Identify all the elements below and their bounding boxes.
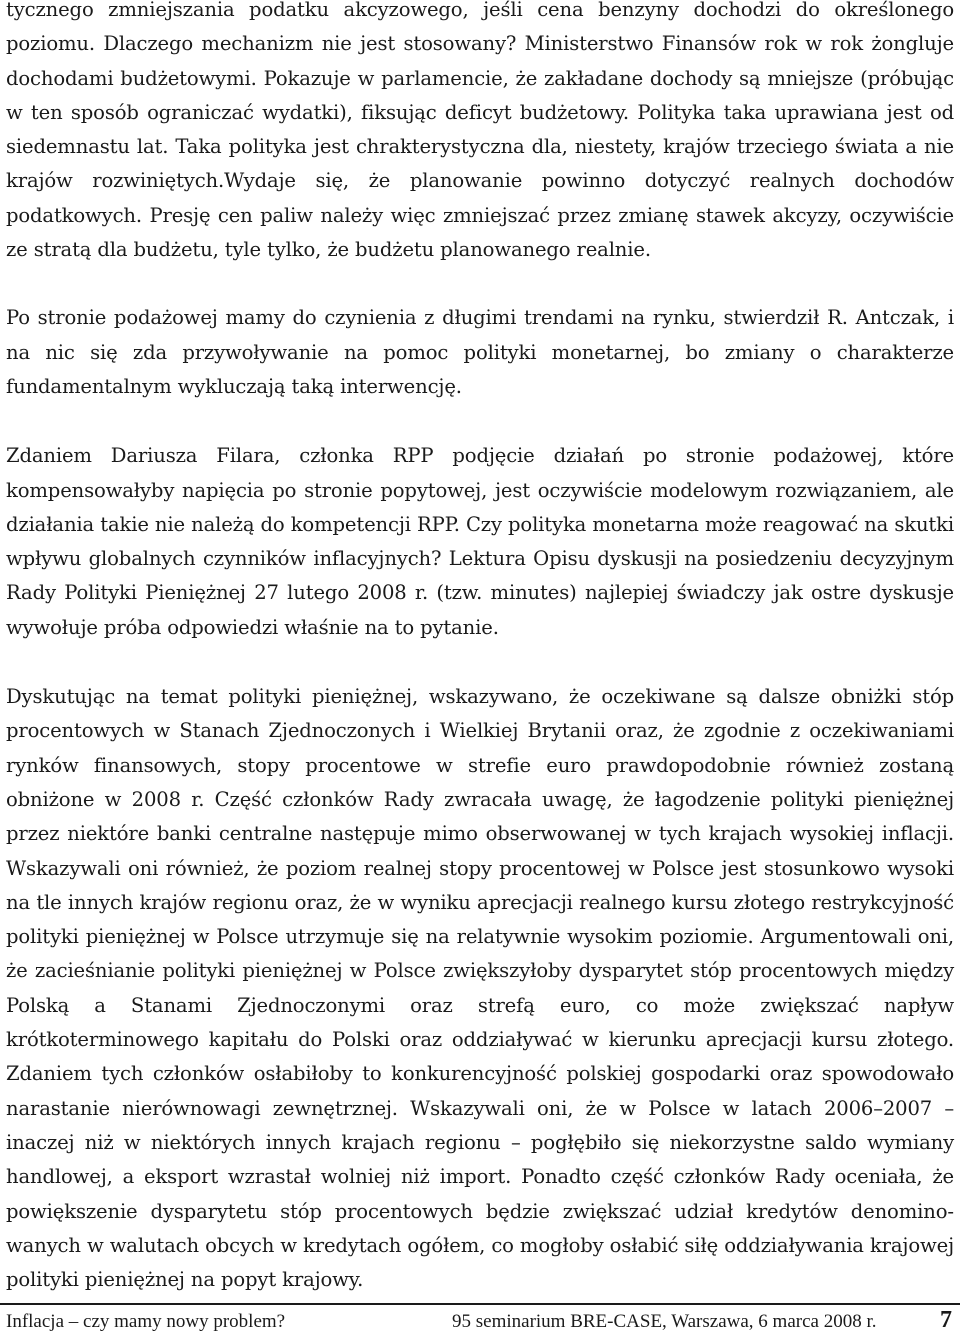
- paragraph-filar-opinion: Zdaniem Dariusza Filara, członka RPP podjęcie działań po stronie podażowej, które kompensowałyby napięcia po stronie popytowej, jest oczywiście modelowym rozwiązaniem, ale działania takie nie należą do kompetencji RPP. Czy polityka monetarna może reagować na skutki wpływu globalnych czynników inflacyjnych? Lektura Opisu dyskusji na posiedzeniu decyzyjnym Rady Polityki Pieniężnej 27 lutego 2008 r. (tzw. minutes) najlepiej świadczy jak ostre dyskusje wywołuje próba odpowiedzi właśnie na to pytanie.: [6, 444, 954, 639]
- page-number: 7: [940, 1307, 952, 1333]
- paragraph-monetary-policy-discussion: Dyskutując na temat polityki pieniężnej, wskazywano, że oczekiwane są dalsze obniżki stóp procentowych w Stanach Zjednoczonych i Wielkiej Brytanii oraz, że zgodnie z oczekiwaniami rynków finansowych, stopy procentowe w strefie euro prawdopodobnie również zostaną obniżone w 2008 r. Część członków Rady zwracała uwagę, że łagodzenie polityki pieniężnej przez niektóre banki centralne następuje mimo obserwowanej w tych krajach wysokiej inflacji. Wskazywali oni również, że poziom realnej stopy procentowej w Polsce jest stosunkowo wysoki na tle innych krajów regionu oraz, że w wyniku aprecjacji realnego kursu złotego restrykcyjność polityki pieniężnej w Polsce utrzymuje się na relatywnie wysokim poziomie. Argumentowali oni, że zacieśnianie polityki pieniężnej w Polsce zwiększyłoby dysparytet stóp procentowych między Polską a Stanami Zjednoczonymi oraz strefą euro, co może zwiększać napływ krótkoterminowego kapitału do Polski oraz oddziaływać w kierunku aprecjacji kursu złotego. Zdaniem tych członków osłabiłoby to konkurencyjność polskiej gospodarki oraz spowodowało narastanie nierównowagi zewnętrznej. Wskazywali oni, że w Polsce w latach 2006–2007 – inaczej niż w niektórych innych krajach regionu – pogłębiło się niekorzystne saldo wymiany handlowej, a eksport wzrastał wolniej niż import. Ponadto część członków Rady oceniała, że powiększenie dysparytetu stóp procentowych będzie zwiększać udział kredytów denominowanych w walutach obcych w kredytach ogółem, co mogłoby osłabić siłę oddziaływania krajowej polityki pieniężnej na popyt krajowy.: [6, 685, 954, 1292]
- footer-publication-title: Inflacja – czy mamy nowy problem?: [6, 1311, 286, 1332]
- paragraph-excise-tax: tycznego zmniejszania podatku akcyzowego, jeśli cena benzyny dochodzi do określonego poziomu. Dlaczego mechanizm nie jest stosowany? Ministerstwo Finansów rok w rok żongluje dochodami budżetowymi. Pokazuje w parlamencie, że zakładane dochody są mniejsze (próbując w ten sposób ograniczać wydatki), fiksując deficyt budżetowy. Polityka taka uprawiana jest od siedemnastu lat. Taka polityka jest chrakterystyczna dla, niestety, krajów trzeciego świata a nie krajów rozwiniętych.Wydaje się, że planowanie powinno dotyczyć realnych dochodów podatkowych. Presję cen paliw należy więc zmniejszać przez zmianę stawek akcyzy, oczywiście ze stratą dla budżetu, tyle tylko, że budżetu planowanego realnie.: [6, 0, 954, 262]
- document-body: [6, 0, 954, 1297]
- footer-divider: [0, 1303, 960, 1305]
- footer-event-info: 95 seminarium BRE-CASE, Warszawa, 6 marca 2008 r.: [452, 1311, 877, 1332]
- page-footer: [0, 1308, 960, 1336]
- paragraph-supply-side: Po stronie podażowej mamy do czynienia z długimi trendami na rynku, stwierdził R. Antczak, i na nic się zda przywoływanie na pomoc polityki monetarnej, bo zmiany o charakterze fundamentalnym wykluczają taką interwencję.: [6, 306, 954, 398]
